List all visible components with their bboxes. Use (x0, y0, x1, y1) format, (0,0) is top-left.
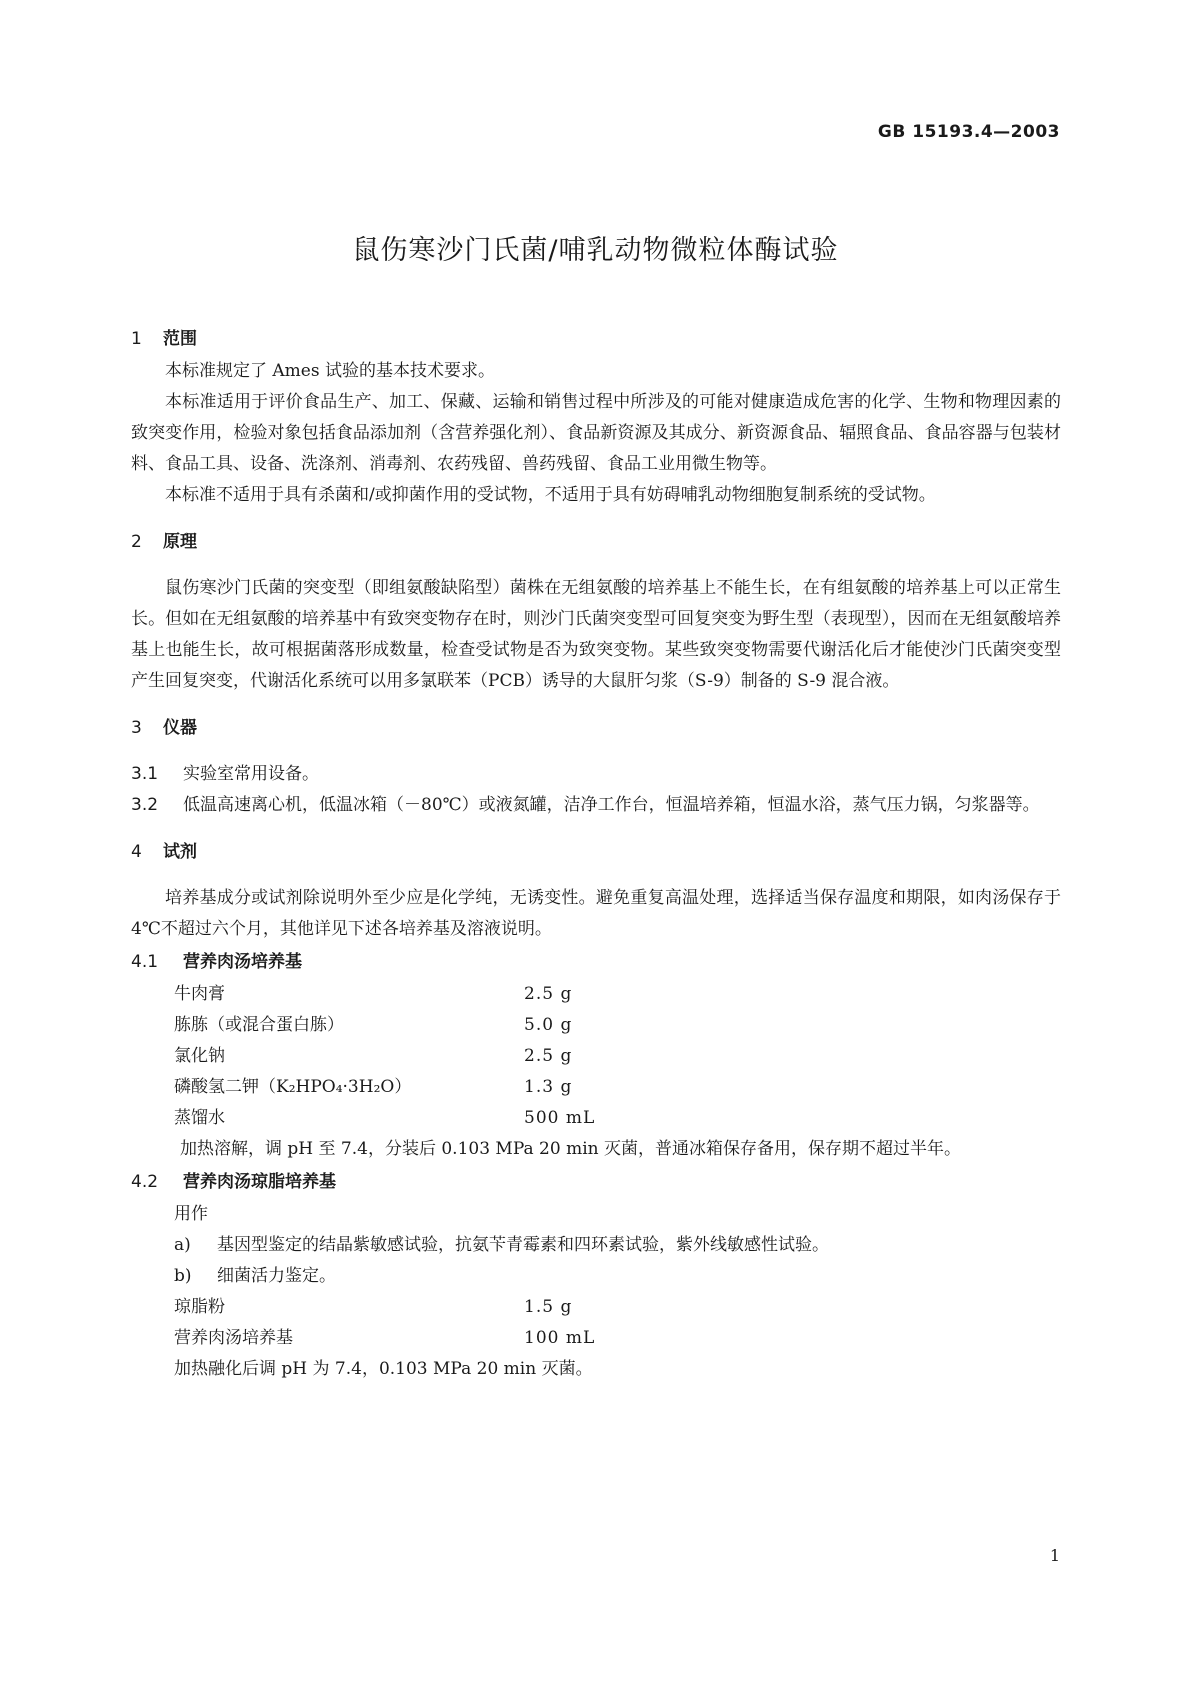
section-heading-apparatus (131, 711, 1061, 745)
paragraph: 本标准不适用于具有杀菌和/或抑菌作用的受试物，不适用于具有妨碍哺乳动物细胞复制系统的受试物。 (165, 485, 936, 505)
recipe-table-4-2 (174, 1292, 1061, 1354)
section-number: 4 (131, 842, 142, 862)
list-item (174, 1261, 1061, 1292)
ingredient-name: 磷酸氢二钾（K₂HPO₄·3H₂O） (174, 1077, 412, 1097)
list-text: 基因型鉴定的结晶紫敏感试验，抗氨苄青霉素和四环素试验，紫外线敏感性试验。 (217, 1235, 829, 1255)
ingredient-amount: 1.3 g (524, 1077, 573, 1097)
ingredient-name: 琼脂粉 (174, 1297, 225, 1317)
section-title: 试剂 (163, 842, 197, 862)
recipe-table-4-1 (174, 979, 1061, 1134)
ingredient-amount: 500 mL (524, 1108, 596, 1128)
ingredient-amount: 1.5 g (524, 1297, 573, 1317)
recipe-row (174, 1041, 1061, 1072)
ingredient-name: 营养肉汤培养基 (174, 1328, 293, 1348)
list-marker: b) (174, 1266, 192, 1286)
paragraph: 培养基成分或试剂除说明外至少应是化学纯，无诱变性。避免重复高温处理，选择适当保存温度和期限，如肉汤保存于 4℃不超过六个月，其他详见下述各培养基及溶液说明。 (131, 888, 1061, 939)
ingredient-amount: 100 mL (524, 1328, 596, 1348)
section-number: 2 (131, 532, 142, 552)
clause-3-1 (131, 759, 1061, 790)
section-heading-reagents (131, 835, 1061, 869)
section-heading-scope (131, 322, 1061, 356)
section-title: 原理 (163, 532, 197, 552)
recipe-row (174, 979, 1061, 1010)
ingredient-amount: 2.5 g (524, 1046, 573, 1066)
ingredient-name: 牛肉膏 (174, 984, 225, 1004)
list-marker: a) (174, 1235, 191, 1255)
ingredient-amount: 5.0 g (524, 1015, 573, 1035)
paragraph: 本标准适用于评价食品生产、加工、保藏、运输和销售过程中所涉及的可能对健康造成危害的化学、生物和物理因素的致突变作用，检验对象包括食品添加剂（含营养强化剂）、食品新资源及其成分、新资源食品、辐照食品、食品容器与包装材料、食品工具、设备、洗涤剂、消毒剂、农药残留、兽药残留、食品工业用微生物等。 (131, 392, 1061, 474)
clause-text: 实验室常用设备。 (183, 764, 319, 784)
recipe-row (174, 1072, 1061, 1103)
ingredient-amount: 2.5 g (524, 984, 573, 1004)
preparation-note: 加热溶解，调 pH 至 7.4，分装后 0.103 MPa 20 min 灭菌，普通冰箱保存备用，保存期不超过半年。 (180, 1139, 961, 1159)
section-title: 范围 (163, 329, 197, 349)
clause-number: 3.1 (131, 764, 159, 784)
standard-number: GB 15193.4—2003 (877, 122, 1060, 142)
document-body (131, 322, 1061, 1385)
list-item (174, 1230, 1061, 1261)
subsection-heading-4-1 (131, 945, 1061, 979)
page-number: 1 (1049, 1546, 1060, 1565)
recipe-row (174, 1292, 1061, 1323)
document-title: 鼠伤寒沙门氏菌/哺乳动物微粒体酶试验 (352, 235, 839, 266)
section-title: 仪器 (163, 718, 197, 738)
recipe-row (174, 1103, 1061, 1134)
section-number: 1 (131, 329, 142, 349)
subsection-heading-4-2 (131, 1165, 1061, 1199)
subsection-number: 4.1 (131, 952, 159, 972)
subsection-title: 营养肉汤培养基 (183, 952, 302, 972)
usage-label: 用作 (174, 1204, 208, 1224)
ingredient-name: 氯化钠 (174, 1046, 225, 1066)
paragraph: 鼠伤寒沙门氏菌的突变型（即组氨酸缺陷型）菌株在无组氨酸的培养基上不能生长，在有组氨酸的培养基上可以正常生长。但如在无组氨酸的培养基中有致突变物存在时，则沙门氏菌突变型可回复突变为野生型（表现型），因而在无组氨酸培养基上也能生长，故可根据菌落形成数量，检查受试物是否为致突变物。某些致突变物需要代谢活化后才能使沙门氏菌突变型产生回复突变，代谢活化系统可以用多氯联苯（PCB）诱导的大鼠肝匀浆（S-9）制备的 S-9 混合液。 (131, 578, 1061, 691)
list-text: 细菌活力鉴定。 (217, 1266, 336, 1286)
subsection-title: 营养肉汤琼脂培养基 (183, 1172, 336, 1192)
paragraph: 本标准规定了 Ames 试验的基本技术要求。 (165, 361, 495, 381)
recipe-row (174, 1010, 1061, 1041)
recipe-row (174, 1323, 1061, 1354)
preparation-note: 加热融化后调 pH 为 7.4，0.103 MPa 20 min 灭菌。 (174, 1359, 593, 1379)
subsection-number: 4.2 (131, 1172, 159, 1192)
section-number: 3 (131, 718, 142, 738)
clause-3-2 (131, 790, 1061, 821)
clause-text: 低温高速离心机，低温冰箱（－80℃）或液氮罐，洁净工作台，恒温培养箱，恒温水浴，蒸气压力锅，匀浆器等。 (183, 795, 1040, 815)
ingredient-name: 蒸馏水 (174, 1108, 225, 1128)
section-heading-principle (131, 525, 1061, 559)
ingredient-name: 胨胨（或混合蛋白胨） (174, 1015, 344, 1035)
clause-number: 3.2 (131, 795, 159, 815)
